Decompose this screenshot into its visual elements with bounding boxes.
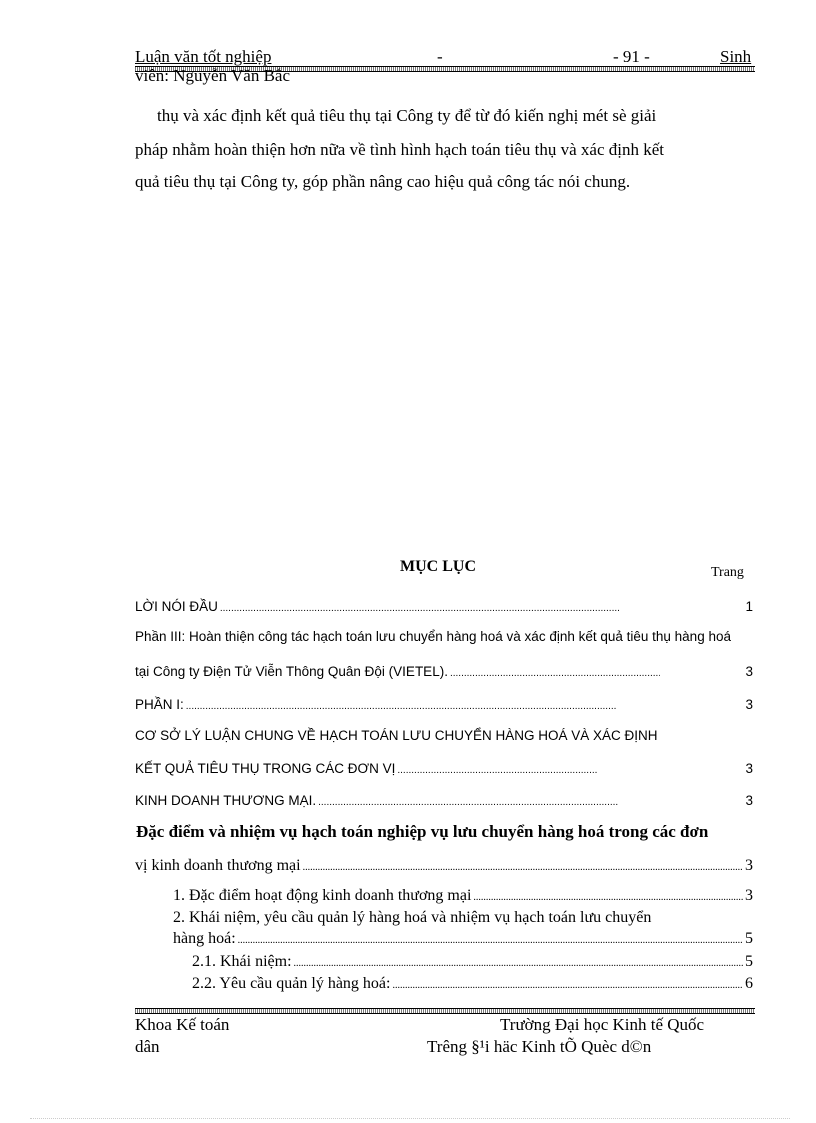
toc-entry-page: 3 xyxy=(745,793,753,808)
header-dash: - xyxy=(437,47,443,66)
toc-entry-text[interactable]: CƠ SỞ LÝ LUẬN CHUNG VỀ HẠCH TOÁN LƯU CHUYỂN HÀNG HOÁ VÀ XÁC ĐỊNH xyxy=(135,728,658,743)
footer-department: Khoa Kế toán xyxy=(135,1015,230,1034)
toc-entry-page: 5 xyxy=(745,953,753,970)
toc-entry-text: 2.2. Yêu cầu quản lý hàng hoá: xyxy=(192,975,391,992)
toc-entry-text: PHẦN I: xyxy=(135,697,184,712)
toc-leader xyxy=(186,701,616,712)
toc-leader xyxy=(318,797,618,808)
toc-entry-text[interactable]: 2. Khái niệm, yêu cầu quản lý hàng hoá và nhiệm vụ hạch toán lưu chuyển xyxy=(173,909,652,926)
toc-entry-text: hàng hoá: xyxy=(173,930,236,947)
toc-entry-page: 1 xyxy=(745,599,753,614)
toc-entry-text: 2.1. Khái niệm: xyxy=(192,953,292,970)
header-page-number: - 91 - xyxy=(613,47,650,66)
footer-rule xyxy=(135,1008,755,1014)
toc-entry-page: 3 xyxy=(745,664,753,679)
toc-entry-text[interactable]: Đặc điểm và nhiệm vụ hạch toán nghiệp vụ lưu chuyển hàng hoá trong các đơn xyxy=(136,822,709,841)
toc-leader xyxy=(473,892,743,903)
toc-leader xyxy=(294,958,743,969)
toc-entry[interactable] xyxy=(173,930,753,948)
toc-entry[interactable] xyxy=(135,599,753,614)
toc-entry[interactable] xyxy=(135,857,753,875)
toc-entry[interactable] xyxy=(192,975,753,993)
toc-entry-page: 6 xyxy=(745,975,753,992)
toc-leader xyxy=(397,765,597,776)
toc-entry-page: 3 xyxy=(745,761,753,776)
toc-entry-text: 1. Đặc điểm hoạt động kinh doanh thương mại xyxy=(173,887,472,904)
header-title: Luận văn tốt nghiệp xyxy=(135,47,272,66)
body-line-3: quả tiêu thụ tại Công ty, góp phần nâng cao hiệu quả công tác nói chung. xyxy=(135,172,631,191)
toc-leader xyxy=(238,935,743,946)
toc-entry-text: tại Công ty Điện Tử Viễn Thông Quân Đội (VIETEL). xyxy=(135,664,448,679)
toc-entry[interactable] xyxy=(135,793,753,808)
toc-leader xyxy=(303,862,743,873)
toc-entry[interactable] xyxy=(135,761,753,776)
header-author: viên: Nguyễn Văn Bắc xyxy=(135,66,291,85)
toc-page-column-label: Trang xyxy=(711,565,744,580)
toc-entry[interactable] xyxy=(192,953,753,971)
toc-leader xyxy=(450,668,660,679)
toc-entry[interactable] xyxy=(173,887,753,905)
body-line-2: pháp nhằm hoàn thiện hơn nữa về tình hình hạch toán tiêu thụ và xác định kết xyxy=(135,140,665,159)
toc-title: MỤC LỤC xyxy=(400,558,476,575)
toc-entry-text: LỜI NÓI ĐẦU xyxy=(135,599,218,614)
toc-leader xyxy=(220,603,620,614)
toc-entry[interactable] xyxy=(135,664,753,679)
toc-entry-page: 3 xyxy=(745,857,753,874)
toc-entry-text: KẾT QUẢ TIÊU THỤ TRONG CÁC ĐƠN VỊ xyxy=(135,761,396,776)
toc-entry[interactable] xyxy=(135,697,753,712)
footer-university: Trường Đại học Kinh tế Quốc xyxy=(500,1015,705,1034)
toc-entry-page: 3 xyxy=(745,697,753,712)
toc-leader xyxy=(392,980,743,991)
toc-entry-text: KINH DOANH THƯƠNG MẠI. xyxy=(135,793,317,808)
page-edge xyxy=(30,1118,790,1119)
header-right: Sinh xyxy=(720,47,752,66)
toc-entry-page: 3 xyxy=(745,887,753,904)
footer-continuation: dân xyxy=(135,1037,160,1056)
toc-entry-text[interactable]: Phần III: Hoàn thiện công tác hạch toán lưu chuyển hàng hoá và xác định kết quả tiêu thụ hàng hoá xyxy=(135,629,731,644)
footer-university-legacy-encoding: Trêng §¹i häc Kinh tÕ Quèc d©n xyxy=(427,1037,652,1056)
body-line-1: thụ và xác định kết quả tiêu thụ tại Công ty để từ đó kiến nghị mét sè giải xyxy=(157,106,657,125)
toc-entry-page: 5 xyxy=(745,930,753,947)
toc-entry-text: vị kinh doanh thương mại xyxy=(135,857,301,874)
